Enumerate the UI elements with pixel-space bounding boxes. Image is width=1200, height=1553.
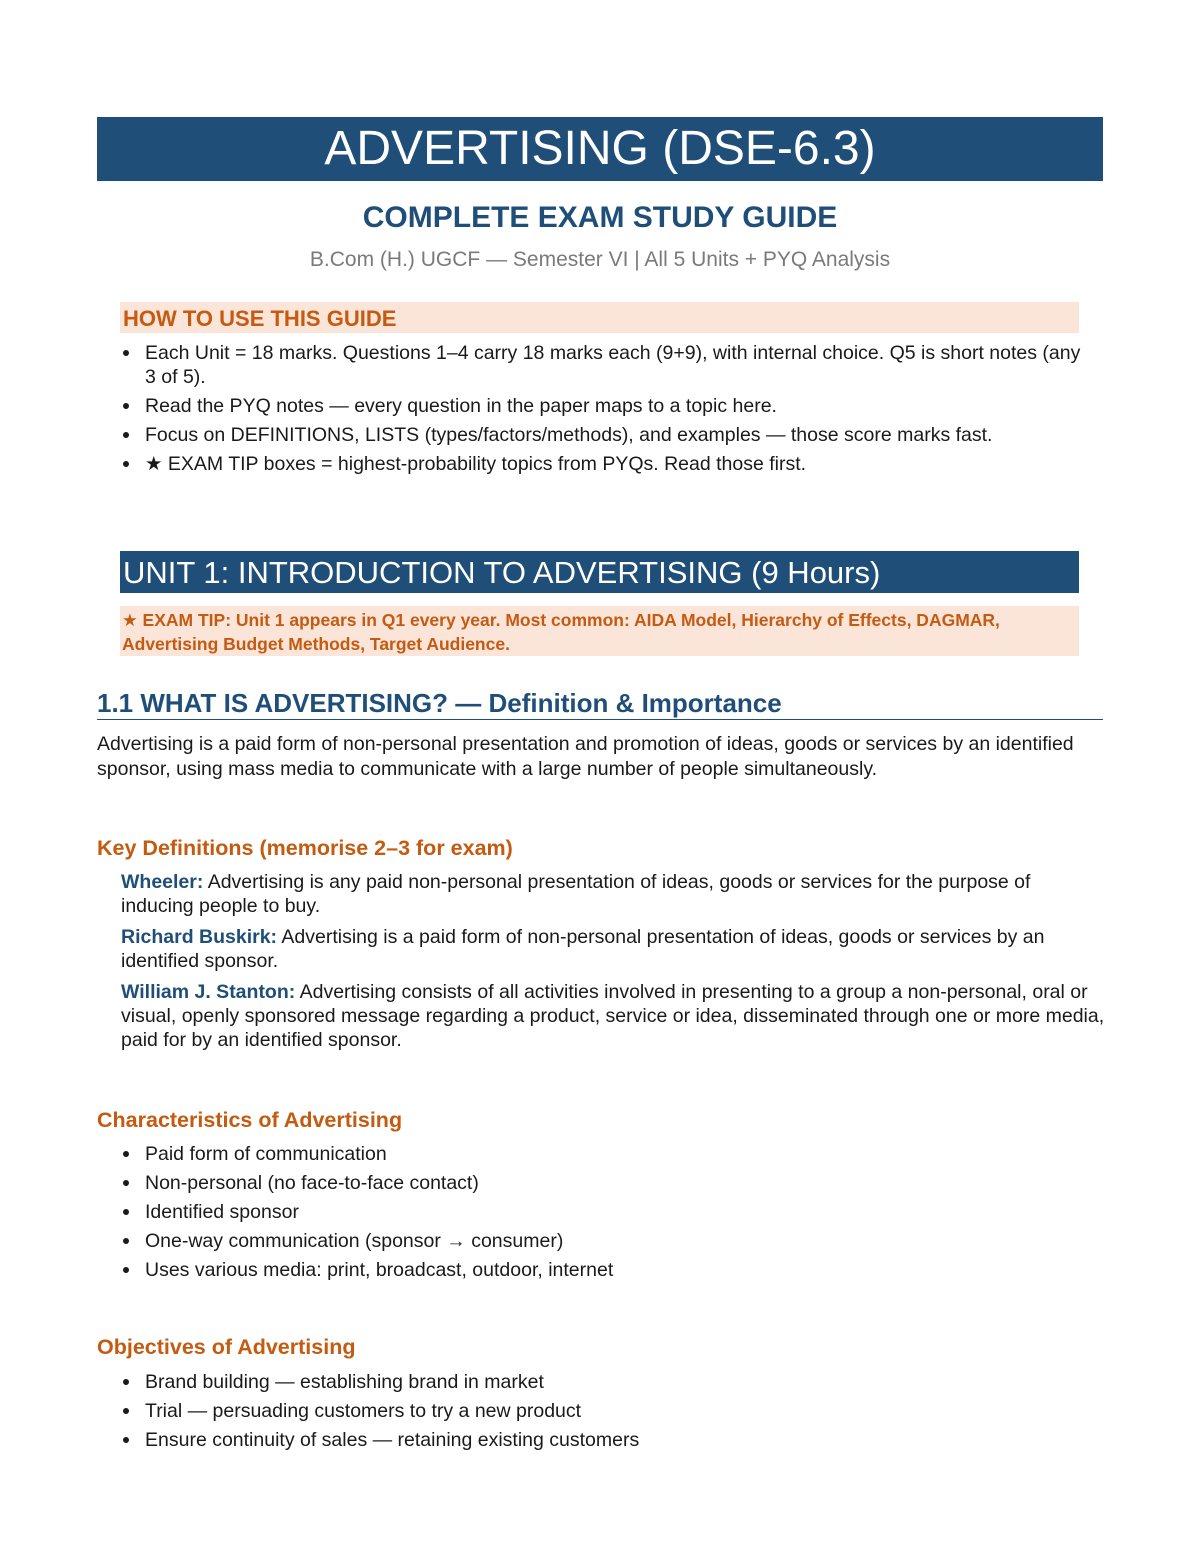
document-subtitle: COMPLETE EXAM STUDY GUIDE [362,201,838,234]
definition-item [121,980,1106,1052]
definition-author: Richard Buskirk: [121,926,278,948]
course-meta: B.Com (H.) UGCF — Semester VI | All 5 Units + PYQ Analysis [309,248,891,271]
guide-heading: HOW TO USE THIS GUIDE [120,302,1079,333]
list-item: Non-personal (no face-to-face contact) [120,1171,1085,1195]
objectives-list [120,1370,1085,1457]
definition-item [121,870,1106,918]
list-item: ★ EXAM TIP boxes = highest-probability topics from PYQs. Read those first. [120,452,1085,476]
definition-author: William J. Stanton: [121,981,296,1003]
characteristics-heading: Characteristics of Advertising [97,1108,403,1132]
document-title: ADVERTISING (DSE-6.3) [97,117,1103,181]
list-item: Each Unit = 18 marks. Questions 1–4 carry 18 marks each (9+9), with internal choice. Q5 is short notes (any 3 of 5). [120,341,1085,389]
list-item: Brand building — establishing brand in market [120,1370,1085,1394]
unit-1-heading: UNIT 1: INTRODUCTION TO ADVERTISING (9 Hours) [120,551,1079,593]
characteristics-list [120,1142,1085,1287]
list-item: Ensure continuity of sales — retaining existing customers [120,1428,1085,1452]
list-item: Identified sponsor [120,1200,1085,1224]
definition-text: Advertising is any paid non-personal presentation of ideas, goods or services for the purpose of inducing people to buy. [121,871,1031,917]
section-1-1-heading: 1.1 WHAT IS ADVERTISING? — Definition & Importance [97,687,1103,720]
definitions-list [121,870,1106,1059]
key-definitions-heading: Key Definitions (memorise 2–3 for exam) [97,836,513,860]
advertising-definition-paragraph: Advertising is a paid form of non-personal presentation and promotion of ideas, goods or services by an identified sponsor, using mass media to communicate with a large number of people simultaneously. [97,733,1074,780]
objectives-heading: Objectives of Advertising [97,1335,356,1359]
list-item: Read the PYQ notes — every question in the paper maps to a topic here. [120,394,1085,418]
list-item: One-way communication (sponsor → consumer) [120,1229,1085,1253]
guide-list [120,341,1085,481]
definition-item [121,925,1106,973]
list-item: Paid form of communication [120,1142,1085,1166]
definition-author: Wheeler: [121,871,204,893]
list-item: Uses various media: print, broadcast, outdoor, internet [120,1258,1085,1282]
list-item: Trial — persuading customers to try a new product [120,1399,1085,1423]
exam-tip-box: ★ EXAM TIP: Unit 1 appears in Q1 every year. Most common: AIDA Model, Hierarchy of Effects, DAGMAR, Advertising Budget Methods, Target Audience. [120,606,1079,656]
definition-text: Advertising is a paid form of non-personal presentation of ideas, goods or services by an identified sponsor. [121,926,1045,972]
definition-text: Advertising consists of all activities involved in presenting to a group a non-personal, oral or visual, openly sponsored message regarding a product, service or idea, disseminated through one or more media, paid for by an identified sponsor. [121,981,1105,1051]
list-item: Focus on DEFINITIONS, LISTS (types/factors/methods), and examples — those score marks fast. [120,423,1085,447]
